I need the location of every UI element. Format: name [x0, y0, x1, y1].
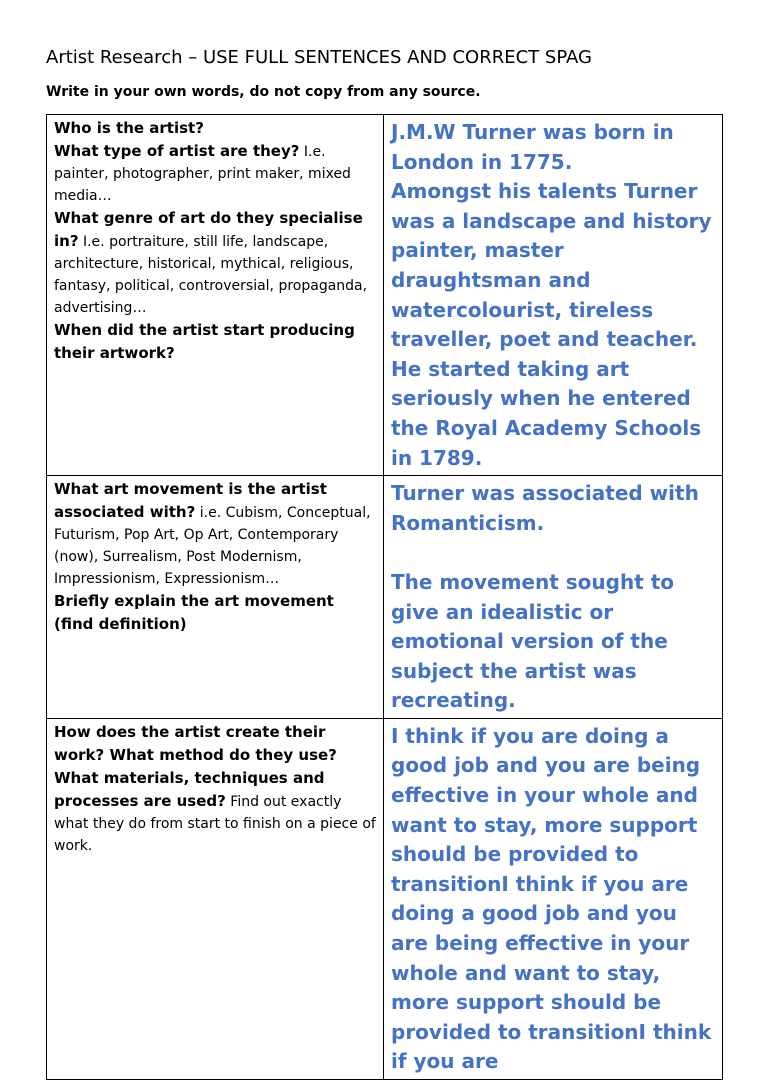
- question-bold-text: Briefly explain the art movement (find definition): [54, 592, 334, 634]
- page-title: Artist Research – USE FULL SENTENCES AND CORRECT SPAG: [46, 47, 592, 68]
- question-bold-text: Who is the artist?: [54, 119, 204, 137]
- question-hint-text: I.e. portraiture, still life, landscape, architecture, historical, mythical, religious, fantasy, political, controversial, propaganda, advertising…: [54, 234, 368, 316]
- answer-paragraph: The movement sought to give an idealistic or emotional version of the subject the artist was recreating.: [391, 569, 675, 713]
- answer-text[interactable]: [391, 117, 716, 473]
- question-block: [54, 721, 377, 857]
- answer-cell[interactable]: [384, 718, 723, 1079]
- question-block: [54, 140, 377, 207]
- question-hint-text: I.e. painter, photographer, print maker, mixed media…: [54, 144, 351, 204]
- question-cell: [47, 718, 384, 1079]
- answer-paragraph: J.M.W Turner was born in London in 1775.: [391, 120, 674, 174]
- instructions-subtitle: Write in your own words, do not copy from any source.: [46, 84, 481, 100]
- question-block: [54, 478, 377, 590]
- question-hint-text: i.e. Cubism, Conceptual, Futurism, Pop Art, Op Art, Contemporary (now), Surrealism, Post Modernism, Impressionism, Expressionism…: [54, 505, 371, 588]
- answer-paragraph: Amongst his talents Turner was a landscape and history painter, master draughtsman and watercolourist, tireless traveller, poet and teacher.: [391, 179, 712, 352]
- answer-paragraph: Turner was associated with Romanticism.: [391, 481, 699, 535]
- answer-paragraph: He started taking art seriously when he entered the Royal Academy Schools in 1789.: [391, 356, 702, 470]
- question-hint-text: Find out exactly what they do from start to finish on a piece of work.: [54, 793, 376, 854]
- table-row: [47, 718, 723, 1079]
- research-table: [46, 114, 723, 1080]
- question-block: [54, 117, 377, 140]
- answer-text[interactable]: [391, 478, 716, 716]
- table-row: [47, 476, 723, 719]
- question-bold-text: What art movement is the artist associated with?: [54, 480, 327, 522]
- question-block: [54, 207, 377, 319]
- question-cell: [47, 476, 384, 719]
- question-bold-text: How does the artist create their work? What method do they use? What materials, techniques and processes are used?: [54, 722, 337, 810]
- question-block: [54, 319, 377, 365]
- question-cell: [47, 115, 384, 476]
- answer-paragraph: I think if you are doing a good job and you are being effective in your whole and want to stay, more support should be provided to transitionI think if you are doing a good job and you are being effective in your whole and want to stay, more support should be provided to transitionI think if you are: [391, 723, 712, 1074]
- blank-line: [391, 538, 716, 568]
- table-row: [47, 115, 723, 476]
- question-bold-text: When did the artist start producing their artwork?: [54, 321, 355, 362]
- question-block: [54, 590, 377, 636]
- answer-cell[interactable]: [384, 476, 723, 719]
- question-bold-text: What type of artist are they?: [54, 142, 300, 160]
- answer-cell[interactable]: [384, 115, 723, 476]
- question-bold-text: What genre of art do they specialise in?: [54, 209, 363, 250]
